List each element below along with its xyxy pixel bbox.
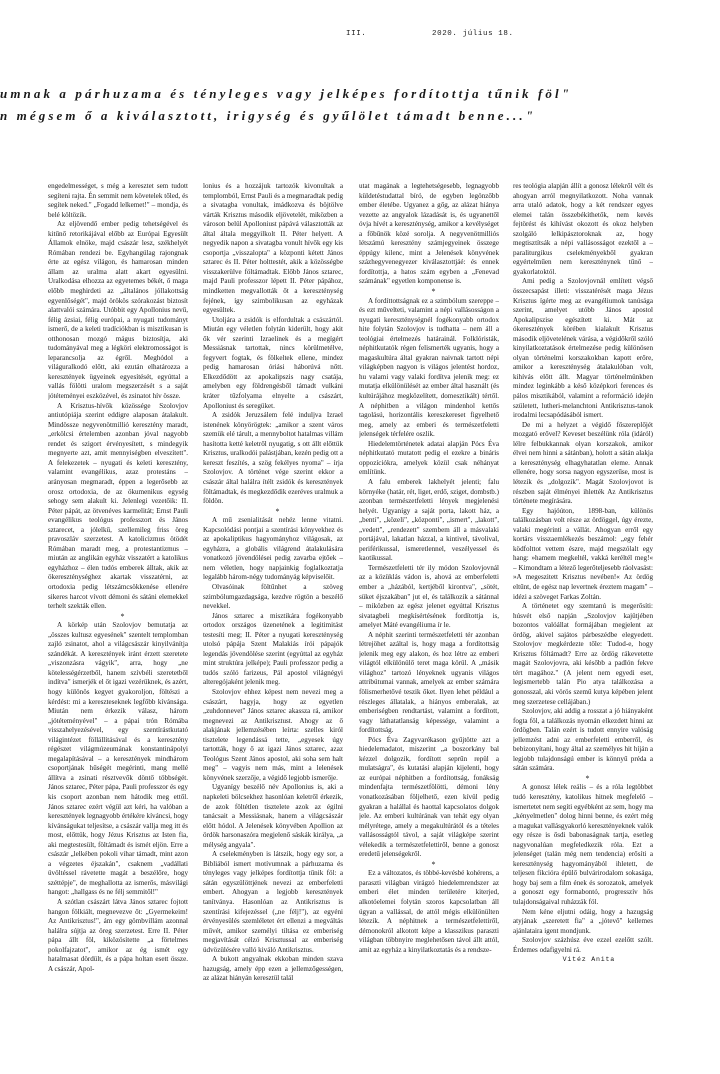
paragraph: Pócs Éva Zagyvarékason gyűjtötte azt a hiedelemadatot, miszerint „a boszorkány bal kézzel dolgozik, fordított seprűn repül a mulatságra", és kutatási alapján kijelenti, hogy az európai néphitben a fordítottság, fonákság mindenfajta természetfölötti, démoni lény vonatkozásában följelhető, ezen kívül pedig gyakran a halállal és haottal kapcsolatos dolgok jele. Az emberi kultúrának van tehát egy olyan mélyrétege, amely a megakultúrától és a tételes vallásosságtól távol, a saját világképe szerint vélekedik a természetfelettiről, benne a gonosz eredetű jelenségekről. [359, 735, 499, 859]
pullquote-line-1: umnak a párhuzama és tényleges vagy jelképes fordítottja tűnik föl" [0, 86, 573, 101]
paragraph: A körkép után Szolovjov bemutatja az „összes kultusz egyesének" szentelt templomban zajló zsinatot, ahol a világcsászár kinyilvánítja szándékát. A keresztények iránt érzett szeretete „viszonzásra vágyik", arra, hogy „ne kötelességérzetből, hanem szívbéli szeretetből indítva" ismerjék el őt igazi vezérüknek, és azért, hogy különös kegyet gyakoroljon, föltészi a kérdést: mi a kereszteseknek legfőbb kívánsága. Miután nem érkezik válasz, három „jótéteményével" – a pápai trón Rómába visszahelyezésével, egy szentírástkutató világintézet föllállításával és a keresztény régészet világmúzeumának konstantinápolyi megalapításával – a keresztények mindhárom csoportjának hűségét megérinti, mang mellé állítva a zsinati résztvevők döntő többségét. János sztarec, Péter pápa, Pauli professzor és egy kis csoport azonban nem hátodik meg ettől. János sztarec ezért végül azt kéri, ha valóban a keresztények legnagyobb értékére kíváncsi, hogy kívánságukat teljesítse, a császár vallja meg itt és most, előttük, hogy Jézus Krisztus az Isten fia, aki megtestesült, föltámadt és ismét eljön. Erre a császár „lelkében pokoli vihar támadt, mint azon a végzetes éjszakán", csaknem „vadállati üvöltéssel rávetette magát a beszélőre, hogy széttépje", de meghallotta az ismerős, másvilági hangot: „hallgass és ne félj semmitől!" [48, 621, 188, 897]
paragraph: János sztarec a misztikára fogékonyabb ortodox országos üzenetének a legitimitást testesíti meg; II. Péter a nyugati kereszténység utolsó pápája Szent Malakiás írói pápajók legendás jövendölése szerint (egyúttal az egyház mint struktúra jelképe); Pauli professzor pedig a tudós szóló farizeus, Pál apostol világnégyi alteregójaként jelenik meg. [203, 611, 343, 687]
paragraph: De mi a helyzet a végidő főszereplőjét mozgató erővel? Keveset beszélünk róla (idáról) lélre felbukkannak olyan korszakok, amikor élvei nem hinni a sátánban), holott a sátán alakja a kereszténység elhagyhatatlan eleme. Annak ellenére, hogy sorsa nagyon egyszerűse, most is létezik és „dolgozik". Magát Szolovjovot is részben saját élményei ihlették Az Antikrisztus története megírására. [513, 420, 653, 506]
paragraph: Utoljára a zsidók is elfordultak a császártól. Miután egy véletlen folytán kiderült, hogy akit ők vér szerinti Izraelinek és a megígért Messiásnak tartottak, nincs körülmetélve, fegyvert fogtak, és fölkeltek ellene, mindez pedig hamarosan óriási háborúvá nőtt. Elkezdődött az apokalipszis nagy csatája, amelyben egy földrengésből támadt vulkáni kráter tűzfolyama elnyelte a császárt, Apolloniust és seregüket. [203, 315, 343, 410]
pullquote-line-2: n mégsem ő a kiválasztott, irigység és gyűlölet támadt benne..." [0, 108, 537, 123]
section-separator: * [585, 773, 590, 783]
article-column-4 [513, 182, 653, 1057]
paragraph: A mű zsenialitását nehéz lenne vitatni. Kapcsolódási pontjai a szentírási könyvekhez és az apokaliptikus hagyományhoz világosak, az egyházra, a globális világrend átalakulására vonatkozó jövendölései pedig zavarba ejtőek – nem véletlen, hogy napjainkig foglalkoztatja legalább három-négy tudományág képviselőit. [203, 516, 343, 582]
section-separator: * [431, 287, 436, 297]
paragraph: Az eljövendő ember pedig tehetségével és kitűnő retorikájával előbb az Európai Egyesült Államok elnöke, majd császár lesz, székhelyét Rómában rendezi be. Egyhangúlag rajongnak érte az egész világon, és hamarosan minden állam az uralma alatt akart egyesülni. Uralkodása elhozza az egyetemes békét, ő maga előbb meghirdeti az „általános jóllakottság egyenlőségét", majd örökös szórakozást biztosít alattvalói számára. Utóbbit egy Apollonius nevű, félig ázsiai, félig európai, a nyugati tudományt ismerő, de a keleti tradíciókban is misztikusan is otthonosan mozgó mágus biztosítja, aki tudományával meg a légköri elektromosságot is leparancsolja az égről. Meghódol a világuralkodó előtt, aki ezután elhatározza a keresztények ügyeinek egyesítését, egyúttal a vallás fölötti uralom megszerzését s a saját jótéteményei eszközével, és zsinatot hív össze. [48, 220, 188, 401]
issue-date: 2020. július 18. [432, 30, 514, 38]
paragraph: Olvasóinak föltűnhet a szöveg szimbólumgazdagsága, kezdve rögtön a beszélő nevekkel. [203, 582, 343, 611]
paragraph: lonius és a hozzájuk tartozók kivonultak a templomból, Ernst Pauli és a megmaradtak pedig a sivatagba vonultak, imádkozva és böjtölve várták Krisztus második eljövetelét, miközben a városon belül Apolloniust pápává választották az által általa meggyilkolt II. Péter helyett. A negyedik napon a sivatagba vonult hívők egy kis csoportja „visszalopta" a központi kétett János sztarec és II. Péter holttestét, akik a közösségbe visszakerülve föltámadtak. Előbb János sztarec, majd Pauli professzor lépett II. Péter pápához, mindketten megvallották őt a kereszténység fejének, így szimbolikusan az egyházak egyesültek. [203, 182, 343, 315]
paragraph: A történetet egy szemtanú is megerősíti: húsvét első napján „Szolovjov kajütjében bozontos valóállat formájában megjelent az ördög, akivel sajátos párbeszédbe elegyedett. Szolovjov megkérdezte tőle: Tudod-e, hogy Krisztus föltámadt? Erre az ördög rákevetette magát Szolovjovra, aki később a padlón fekve tért magához." (A jelent nem egyedi eset, legismertebb talán Pio atya találkozása a gonosszal, aki vörös szemű kutya képében jelent meg szerzetese cellájában.) [513, 602, 653, 706]
paragraph: A szótlan császárt látva János sztarec fojtott hangon fölkiált, megnevezve őt: „Gyermekeim! Az Antikrisztus!", ám egy gömbvillám azonnal halálra sújtja az öreg szerzetest. Erre II. Péter pápa állt föl, kiközösítette „a förtelmes pokolfajzatot", amikor az ég ismét egy hatalmasat dördült, és a pápa holtan esett össze. A császár, Apol- [48, 898, 188, 973]
paragraph: Természetfeletti tér ily módon Szolovjovnál az a közüklás vádon is, ahová az emberfeletti ember a „házából, kertjéből kirontva", „sötét, süket éjszakában" jut el, és találkozik a sátánnal – miközben az egész jelenet egyúttal Krisztus sivatagbeli megkísértésének fordítottja is, amelyet Máté evangéliuma ír le. [359, 563, 499, 630]
section-separator: * [431, 859, 436, 869]
paragraph: Nem kéne eljutni odáig, hogy a hazugság atyjának „szeretett fia" a „jótevő" kellemes ajánlataira igent mondjunk. [513, 907, 653, 935]
article-column-2 [203, 182, 343, 1057]
paragraph: Ez a változatos, és többé-kevésbé kohérens, a paraszti világban virágzó hiedelemrendszer az emberi élet minden területére kiterjed, alkotóelemei folytán szoros kapcsolatban áll úgyan a vallással, de attól mégis elkülönülten létezik. A néphitnek a természetfelettiről, démonokról alkotott képe a klasszikus paraszti világban többnyire meglehetősen távol állt attól, amit az egyház a kinyilatkoztatás és a rendsze- [359, 869, 499, 954]
paragraph: res teológia alapján állít a gonosz lélekről vélt és ahogyan arról megnyilatkozott. Noha vannak arra utaló adatok, hogy a két rendszer egyes elemei talán összebékíthetők, nem kevés fejtörést és kihívást okozott és okoz helyben szolgáló lelkipásztoroknak az, hogy megtisztítsák a népi vallásosságot ezektől a – paraliturgikus cselekményekből gyakran egyértelműen nem kereszténynek tűnő – gyakorlatoktól. [513, 182, 653, 276]
paragraph: Hiedelemtörténetek adatai alapján Pócs Éva néphitkutató mutatott pedig el ezekre a bináris oppozíciókra, amelyek közül csak néhányat említünk. [359, 439, 499, 477]
paragraph: A néphit szerinti természetfeletti tér azonban létrejöhet azáltal is, hogy maga a fordítottság jelenik meg egy alakon, és hoz létre az emberi világtól elkülönülő teret maga körül. A „másik világhoz" tartozó lényeknek ugyanis világos attribútumai vannak, amelyek az ember számára fölismerhetővé teszik őket. Ilyen lehet például a részleges állatalak, a hiányos emberalak, az emberiségben rendtartást, valamint a fordított, vagy láthatatlanság képessége, valamint a fordítottság. [359, 630, 499, 735]
paragraph: A falu emberek lakhelyét jelenti; falu környéke (határ, rét, liget, erdő, sziget, dombstb.) azonban természetfeletti lények megjelenési helyét. Ugyanígy a saját porta, lakott ház, a „benti", „közeli", „központi", „ismert", „lakott", „vedett", „rendezett" szembem áll a másvalaki portájával, lakatlan házzal, a kintivel, távolival, periférikussal, ismeretlennel, veszélyessel és kaotikussal. [359, 477, 499, 563]
author-signature: Vitéz Anita [562, 956, 615, 964]
paragraph: A gonosz lélek reális – és a róla legtöbbet tudó keresztény, katolikus hitnek megfelelő – ismertetet nem segíti egyébként az sem, hogy ma „kényelmetlen" dolog hinni benne, és ezért még a magukat vallásgyakorló keresztényeknek valók egy része is ősdi babonaságnak tartja, esetleg nagyvonalúan megfeledkezik róla. Ezt a jelenséget (talán még nem tendencia) erősíti a kereszténység hagyományából ihletett, de teljesen fikcióra épülő bulvárirodalom sokasága, hogy baj sem a film ének és sorozatok, amelyek a gonoszt egy formabontó, progresszív hős tulajdonságaival ruházzák föl. [513, 783, 653, 907]
paragraph: A Krisztus-hívők közössége Szolovjov antiutópiája szerint eddigre alaposan átalakult. Mindössze negyvenötmillió keresztény maradt, „erkölcsi értelemben azonban jóval nagyobb rendet és szigort érvényesített, s mindegyik megnyerte azt, amit mennyiségben elveszített". A felekezetek – nyugati és keleti keresztény, valamint evangélikus, azaz protestáns – arányosan megmaradt, éppen a legerősebb az orosz ortodoxia, de az ökumenikus egység sehogy sem alakult ki. Jelenlegi vezetőik: II. Péter pápát, az ötvenéves karmelitát; Ernst Pauli evangélikus teológus professzort és János sztarecet, a jólelkű, szellemileg friss öreg pravoszláv szerzetest. A katolicizmus ötödét Rómában maradt meg, a protestantizmus – miután az anglikán egyház visszatért a katolikus egyházhoz – élen tudós emberek álltak, akik az ökereszténységhez akartak visszatérni, az ortodoxia pedig létszámcsökkenése ellenére sikeres harcot vívott démoni és sátáni elemekkel terhelt szekták ellen. [48, 401, 188, 611]
paragraph: Szolovjov ehhez képest nem nevezi meg a császárt, hagyja, hogy az egyetlen „zuhdonnevet" János sztarec akassza rá, amikor megnevezi az Antikrisztust. Ahogy az ő alakjának jellemzésében leírta: szelles kiról tisztelete legendássá tette, „egyesek úgy tartották, hogy ő az igazi János sztarec, azaz Teológus Szent János apostol, aki soha sem halt meg" – vagyis nem más, mint a lelenések könyvének szerzője, a végidő legjobb ismerője. [203, 687, 343, 782]
paragraph: A bukott angyalnak ekkoban minden szava hazugság, amely épp ezen a jellemzőgességen, az alázat hiányán keresztül talál [203, 955, 343, 983]
paragraph: A zsidók Jeruzsálem felé induljva Izrael istenének könyörögtek: „amikor a szent város szemük elé tárult, a mennyboltot hatalmas villám hasította ketté keletről nyugatig, s ott állt előttük Krisztus, uralkodói palástjában, kezén pedig ott a kereszt feszítés, a szög fekélyes nyoma" – írja Szolovjov. A történet vége szerint ekkor a császár által halálra ítélt zsidók és keresztények föltámadtak, és megkezdődik ezeréves uralmuk a földön. [203, 411, 343, 506]
article-column-3 [359, 182, 499, 1057]
paragraph: Egy hajóúton, 1898-ban, különös találkozásban volt része az ördöggel, úgy érezte, valaki megérinti a vállát. Ahogyan erről egy kortárs visszaemlékezés beszámol: „egy fehér ködfolttot vettem észre, majd megszólalt egy hang: »hamem megkeltél, vakká keréltél meg!« – Kimondtam a létező legerőteljesebb ráolvasást: »A megeszitett Krisztus nevében!« Az ördög eltűnt, de egész nap levertnek éreztem magam" – idézi a szöveget Farkas Zoltán. [513, 506, 653, 601]
paragraph: A cselekményben is látszik, hogy egy sor, a Bibliából ismert motívumnak a párhuzama és tényleges vagy jelképes fordítottja tűnik föl: a sátán egyszülöttjének nevezi az emberfeletti embert. Ahogyan a legjobb keresztények tanítványa. Hasonlóan az Antikrisztus is szentírási kifejezéssel („ne félj!"), az egyéni érvényesülés szemléletet ért ellenzi a megváltás művét, amikor személyi tiltása ez emberiség megjavítását célzó Krisztussal az emberiség üdvözülésére valló kiváló Antikrisztus. [203, 850, 343, 954]
section-separator: * [275, 506, 280, 516]
page-header [0, 10, 720, 38]
paragraph: Ugyanígy beszélő név Apollonius is, aki a napkeleti bölcsekhez hasonlóan keletről érkezik, de azok föltétlen tisztelete azok az égilni tanácsait a Messiásnak, hanem a világcsászár előtt hódol. A Jelenések könyvében Apollion az ördök harsonaszóra megjelenő sáskák királya, „a mélység angyala". [203, 783, 343, 849]
paragraph: utat magának a legtehetségesebb, legnagyobb küldetéstudattal bíró, de egyben legönzőbb ember életébe. Ugyanez a gőg, az alázat hiánya vezette az angyalok lázadását is, és ugyanettől óvja hívét a kereszténység, amikor a kevélységet a főbűnök közé sorolja. A negyvenötmilliós létszámú keresztény számjegyeinek összege éppúgy kilenc, mint a Jelenések könyvének százhegyvenegyezer kiválasztottjáé: és ennek fordítottja, a hatos szám egyben a „Fenevad számának" egyetlen komponense is. [359, 182, 499, 286]
paragraph: engedelmességet, s még a keresztet sem tudott segíteni rajta. Én semmit nem követelek tőled, és segítek neked." „Fogadd lelkemet!" – mondja, és belé költözik. [48, 182, 188, 219]
paragraph: A fordíttottságnak ez a szimbólum szereppe – és ezt művelteti, valamint a népi vallásosságon a nyugati kereszténységnél fogékonyabb ortodox hite folytán Szolovjov is tudhatta – nem áll a teológiai értelmezés határainál. Folklóristák, néphitkutatók régen felismerték ugyanis, hogy a magaskultúra által gyakran naivnak tartott népi világképben nagyon is világos jelentést hordoz, hu valami vagy valaki fordítva jelenik meg: ez mutatja elkülönülését az ember által használt (és kultúrájához megközelített, domesztikált) tértől. A néphitben a világon mindenhol kettős tagolású, horizontális kereszkereset figyelhető meg, amely az emberi és természetfeletti jelenségek térfelére oszlik. [359, 296, 499, 439]
paragraph: Szolovjov százhúsz éve ezzel ezelőtt szólt. Érdemes odafigyelni rá. [513, 936, 653, 954]
paragraph: Ami pedig a Szolovjovnál említett végső összecsapást illeti: visszatérését maga Jézus Krisztus ígérte meg az evangéliumok tanúsága szerint, amelyet utóbb János apostol Apokalipszise egészített ki. Mát az ókeresztények körében kialakult Krisztus második eljövetelének várása, a végidőkről szóló kinyilatkoztatások értelmezése pedig különösen olyan történelmi korszakokban kapott erőre, amikor a kereszténység átalakulóban volt, kihívás előtt állt. Magyar történelmünkben mindez leginkább a késő középkori ferences és pálos misztikából, valamint a reformáció idején született, lutheri-melanchtoni Antikrisztus-tanok irodalmi lecsapódásából ismert. [513, 277, 653, 420]
article-column-1 [48, 182, 188, 1057]
page-number: III. [346, 30, 367, 38]
section-separator: * [120, 611, 125, 621]
paragraph: Szolovjov, aki addig a rosszat a jó hiányaként fogta föl, a találkozás nyomán elkezdett hinni az ördögben. Talán ezért is tudott ennyire valóság jellemzést adni az emberfeletti emberről, és bebizonyítani, hogy által az személyes hit híján a legjobb tulajdonságú ember is könnyű préda a sátán számára. [513, 707, 653, 773]
